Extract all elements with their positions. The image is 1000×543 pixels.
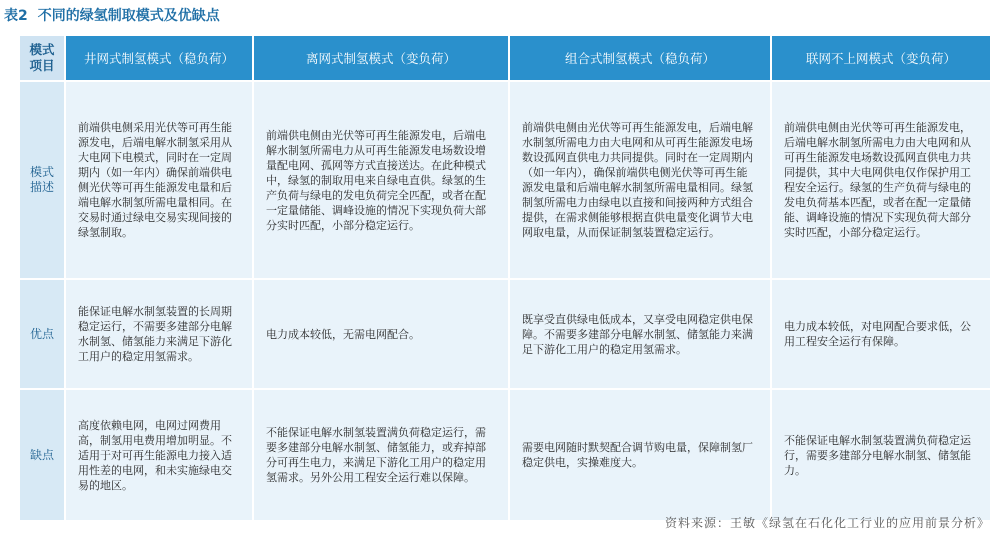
hydrogen-mode-table [20,36,992,522]
table-title: 不同的绿氢制取模式及优缺点 [37,8,220,24]
table-cell: 前端供电侧由光伏等可再生能源发电，后端电解水制氢所需电力由大电网和从可再生能源发电场数设孤网直供电力共同提供，其中大电网供电仅作保护用工程安全运行。绿氢的生产负荷与绿电的发电负荷基本匹配，或者在配一定量储能、调峰设施的情况下实现负荷大部分实时匹配，小部分稳定运行。 [772,82,992,280]
table-cell: 高度依赖电网，电网过网费用高，制氢用电费用增加明显。不适用于对可再生能源电力接入适用性差的电网，和未实施绿电交易的地区。 [66,390,254,522]
table-cell: 前端供电侧由光伏等可再生能源发电，后端电解水制氢所需电力从可再生能源发电场数设增量配电网、孤网等方式直接送达。在此种模式中，绿氢的制取用电来自绿电直供。绿氢的生产负荷与绿电的发电负荷完全匹配，或者在配一定量储能、调峰设施的情况下实现负荷大部分实时匹配，小部分稳定运行。 [254,82,510,280]
column-header: 组合式制氢模式（稳负荷） [510,36,772,82]
corner-header [20,36,66,82]
header-row [20,36,992,82]
row-header [20,390,66,522]
row-label-line-2: 描述 [29,180,54,194]
source-note: 资料来源：王敏《绿氢在石化化工行业的应用前景分析》 [664,516,990,530]
table-number: 表2 [4,8,28,24]
table-cell: 前端供电侧采用光伏等可再生能源发电，后端电解水制氢采用从大电网下电模式，同时在一定周期内（如一年内）确保前端供电侧光伏等可再生能源发电量和后端电解水制氢所需电量相同。在交易时通过绿电交易实现间接的绿氢制取。 [66,82,254,280]
table-caption [4,4,220,28]
corner-line-1: 模式 [29,42,55,57]
table-cell: 既享受直供绿电低成本，又享受电网稳定供电保障。不需要多建部分电解水制氢、储氢能力来满足下游化工用户的稳定用氢需求。 [510,280,772,390]
table-row-advantages [20,280,992,390]
row-header [20,280,66,390]
row-header [20,82,66,280]
column-header: 联网不上网模式（变负荷） [772,36,992,82]
column-header: 井网式制氢模式（稳负荷） [66,36,254,82]
table-row-disadvantages [20,390,992,522]
table-cell: 需要电网随时默契配合调节购电量，保障制氢厂稳定供电，实操难度大。 [510,390,772,522]
table-cell: 不能保证电解水制氢装置满负荷稳定运行，需要多建部分电解水制氢、储氢能力，或弃掉部分可再生电力，来满足下游化工用户的稳定用氢需求。另外公用工程安全运行难以保障。 [254,390,510,522]
table-cell: 能保证电解水制氢装置的长周期稳定运行，不需要多建部分电解水制氢、储氢能力来满足下游化工用户的稳定用氢需求。 [66,280,254,390]
table-cell: 电力成本较低，无需电网配合。 [254,280,510,390]
row-label-line-1: 优点 [29,326,54,341]
corner-line-2: 项目 [29,58,55,73]
table-cell: 电力成本较低，对电网配合要求低，公用工程安全运行有保障。 [772,280,992,390]
table-row-description [20,82,992,280]
column-header: 离网式制氢模式（变负荷） [254,36,510,82]
row-label-line-1: 模式 [29,165,54,179]
table-cell: 前端供电侧由光伏等可再生能源发电，后端电解水制氢所需电力由大电网和从可再生能源发电场数设孤网直供电力共同提供。同时在一定周期内（如一年内），确保前端供电侧光伏等可再生能源发电量和后端电解水制氢所需电量相同。绿氢制氢所需电力由绿电以直接和间接两种方式组合提供，在需求侧能够根据直供电量变化调节大电网取电量，从而保证制氢装置稳定运行。 [510,82,772,280]
table-cell: 不能保证电解水制氢装置满负荷稳定运行，需要多建部分电解水制氢、储氢能力。 [772,390,992,522]
row-label-line-1: 缺点 [29,447,54,462]
